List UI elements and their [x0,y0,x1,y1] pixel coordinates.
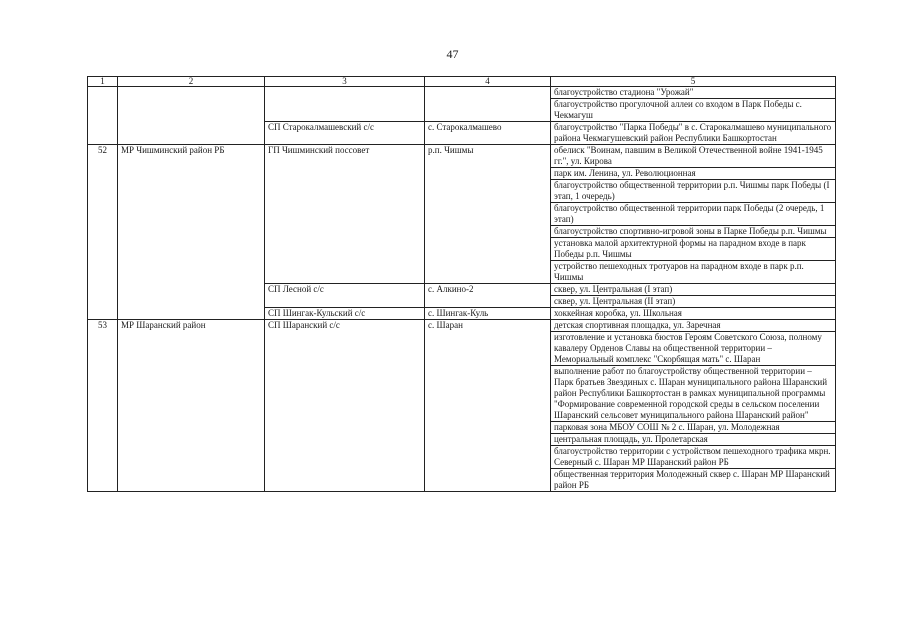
column-number-2: 2 [118,77,265,87]
object-cell: обелиск "Воинам, павшим в Великой Отечественной войне 1941-1945 гг.", ул. Кирова [551,145,836,168]
row-number-cell [88,87,118,145]
object-cell: благоустройство общественной территории парк Победы (2 очередь, 1 этап) [551,203,836,226]
object-cell: установка малой архитектурной формы на парадном входе в парк Победы р.п. Чишмы [551,238,836,261]
locality-cell: с. Алкино-2 [425,284,551,308]
column-number-4: 4 [425,77,551,87]
district-cell: МР Чишминский район РБ [118,145,265,320]
object-cell: выполнение работ по благоустройству общественной территории – Парк братьев Звездиных с. Шаран муниципального района Шаранский район Республики Башкортостан в рамках муниципальной программы "Формирование современной городской среды в сельском поселении Шаранский сельсовет муниципального района Шаранский район" [551,366,836,422]
object-cell: благоустройство общественной территории р.п. Чишмы парк Победы (I этап, 1 очередь) [551,180,836,203]
settlement-cell: ГП Чишминский поссовет [265,145,425,284]
object-cell: сквер, ул. Центральная (I этап) [551,284,836,296]
column-number-1: 1 [88,77,118,87]
table-row [88,87,836,99]
object-cell: благоустройство "Парка Победы" в с. Старокалмашево муниципального района Чекмагушевский район Республики Башкортостан [551,122,836,145]
object-cell: благоустройство стадиона "Урожай" [551,87,836,99]
row-number-cell: 52 [88,145,118,320]
settlement-cell: СП Шаранский с/с [265,320,425,492]
object-cell: устройство пешеходных тротуаров на парадном входе в парк р.п. Чишмы [551,261,836,284]
object-cell: парковая зона МБОУ СОШ № 2 с. Шаран, ул. Молодежная [551,422,836,434]
object-cell: детская спортивная площадка, ул. Заречная [551,320,836,332]
object-cell: парк им. Ленина, ул. Революционная [551,168,836,180]
locality-cell: с. Старокалмашево [425,122,551,145]
table-row [88,145,836,168]
locality-cell: с. Шаран [425,320,551,492]
column-number-5: 5 [551,77,836,87]
column-number-3: 3 [265,77,425,87]
object-cell: благоустройство спортивно-игровой зоны в Парке Победы р.п. Чишмы [551,226,836,238]
object-cell: хоккейная коробка, ул. Школьная [551,308,836,320]
page-number: 47 [446,47,459,61]
table-header-row [88,77,836,87]
settlement-cell: СП Шингак-Кульский с/с [265,308,425,320]
settlement-cell: СП Лесной с/с [265,284,425,308]
locality-cell [425,87,551,122]
document-table [87,76,836,492]
object-cell: центральная площадь, ул. Пролетарская [551,434,836,446]
object-cell: благоустройство прогулочной аллеи со входом в Парк Победы с. Чекмагуш [551,99,836,122]
object-cell: общественная территория Молодежный сквер с. Шаран МР Шаранский район РБ [551,469,836,492]
object-cell: благоустройство территории с устройством пешеходного трафика мкрн. Северный с. Шаран МР Шаранский район РБ [551,446,836,469]
table-row [88,320,836,332]
district-cell [118,87,265,145]
district-cell: МР Шаранский район [118,320,265,492]
locality-cell: р.п. Чишмы [425,145,551,284]
object-cell: изготовление и установка бюстов Героям Советского Союза, полному кавалеру Орденов Славы на общественной территории – Мемориальный комплекс "Скорбящая мать" с. Шаран [551,332,836,366]
settlement-cell: СП Старокалмашевский с/с [265,122,425,145]
locality-cell: с. Шингак-Куль [425,308,551,320]
settlement-cell [265,87,425,122]
row-number-cell: 53 [88,320,118,492]
object-cell: сквер, ул. Центральная (II этап) [551,296,836,308]
